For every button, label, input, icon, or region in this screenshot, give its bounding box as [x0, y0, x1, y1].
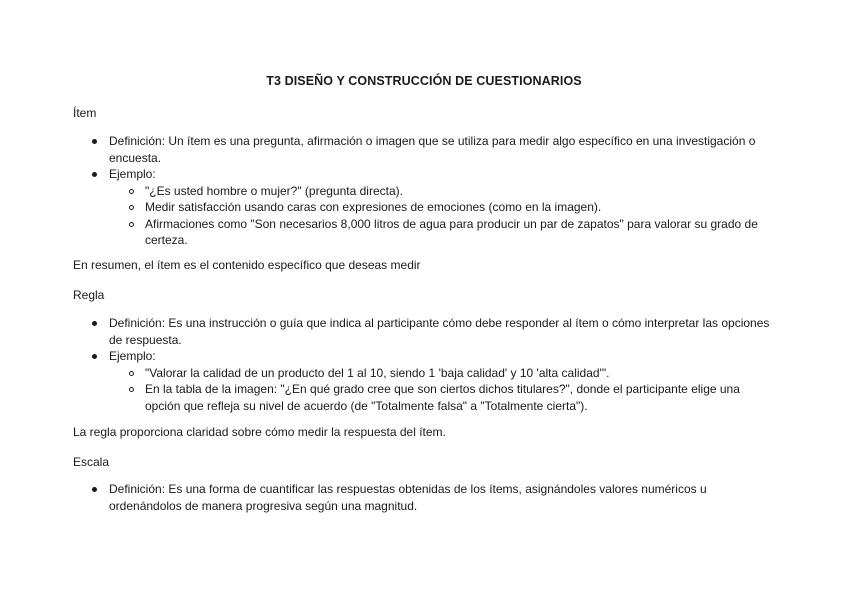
regla-bullet-list: [73, 315, 773, 414]
regla-example-sublist: [109, 365, 773, 415]
item-summary: En resumen, el ítem es el contenido específico que deseas medir: [73, 258, 421, 272]
item-example-sublist: [109, 183, 773, 249]
sub-list-item: [109, 365, 773, 382]
regla-summary: La regla proporciona claridad sobre cómo medir la respuesta del ítem.: [73, 425, 446, 439]
escala-definition: Definición: Es una forma de cuantificar las respuestas obtenidas de los ítems, asignándoles valores numéricos u ordenándolos de manera progresiva según una magnitud.: [109, 482, 707, 513]
bullet-icon: [92, 354, 97, 359]
section-heading-item: Ítem: [73, 106, 97, 120]
hollow-bullet-icon: [129, 371, 134, 376]
page-title: T3 DISEÑO Y CONSTRUCCIÓN DE CUESTIONARIOS: [266, 74, 582, 88]
hollow-bullet-icon: [129, 205, 134, 210]
sub-list-item-text: En la tabla de la imagen: "¿En qué grado cree que son ciertos dichos titulares?", donde el participante elige una opción que refleja su nivel de acuerdo (de "Totalmente falsa" a "Totalmente cierta").: [145, 382, 740, 413]
sub-list-item: [109, 381, 773, 414]
item-example-label: Ejemplo:: [109, 167, 156, 181]
section-heading-escala: Escala: [73, 455, 110, 469]
list-item: [73, 166, 773, 249]
list-item: [73, 481, 773, 514]
item-bullet-list: [73, 133, 773, 249]
bullet-icon: [92, 172, 97, 177]
list-item: [73, 133, 773, 166]
hollow-bullet-icon: [129, 189, 134, 194]
escala-bullet-list: [73, 481, 773, 514]
sub-list-item: [109, 183, 773, 200]
bullet-icon: [92, 487, 97, 492]
hollow-bullet-icon: [129, 222, 134, 227]
list-item: [73, 315, 773, 348]
list-item: [73, 348, 773, 414]
sub-list-item-text: Afirmaciones como "Son necesarios 8,000 litros de agua para producir un par de zapatos" para valorar su grado de certeza.: [145, 216, 758, 247]
item-definition: Definición: Un ítem es una pregunta, afirmación o imagen que se utiliza para medir algo específico en una investigación o encuesta.: [109, 134, 756, 165]
bullet-icon: [92, 139, 97, 144]
bullet-icon: [92, 321, 97, 326]
sub-list-item-text: "Valorar la calidad de un producto del 1 al 10, siendo 1 'baja calidad' y 10 'alta calidad'".: [145, 365, 610, 380]
regla-definition: Definición: Es una instrucción o guía que indica al participante cómo debe responder al ítem o cómo interpretar las opciones de respuesta.: [109, 316, 770, 347]
sub-list-item-text: Medir satisfacción usando caras con expresiones de emociones (como en la imagen).: [145, 200, 602, 214]
hollow-bullet-icon: [129, 387, 134, 392]
sub-list-item: [109, 216, 773, 249]
regla-example-label: Ejemplo:: [109, 349, 156, 363]
sub-list-item-text: "¿Es usted hombre o mujer?" (pregunta directa).: [145, 183, 403, 198]
sub-list-item: [109, 199, 773, 216]
section-heading-regla: Regla: [73, 288, 105, 302]
